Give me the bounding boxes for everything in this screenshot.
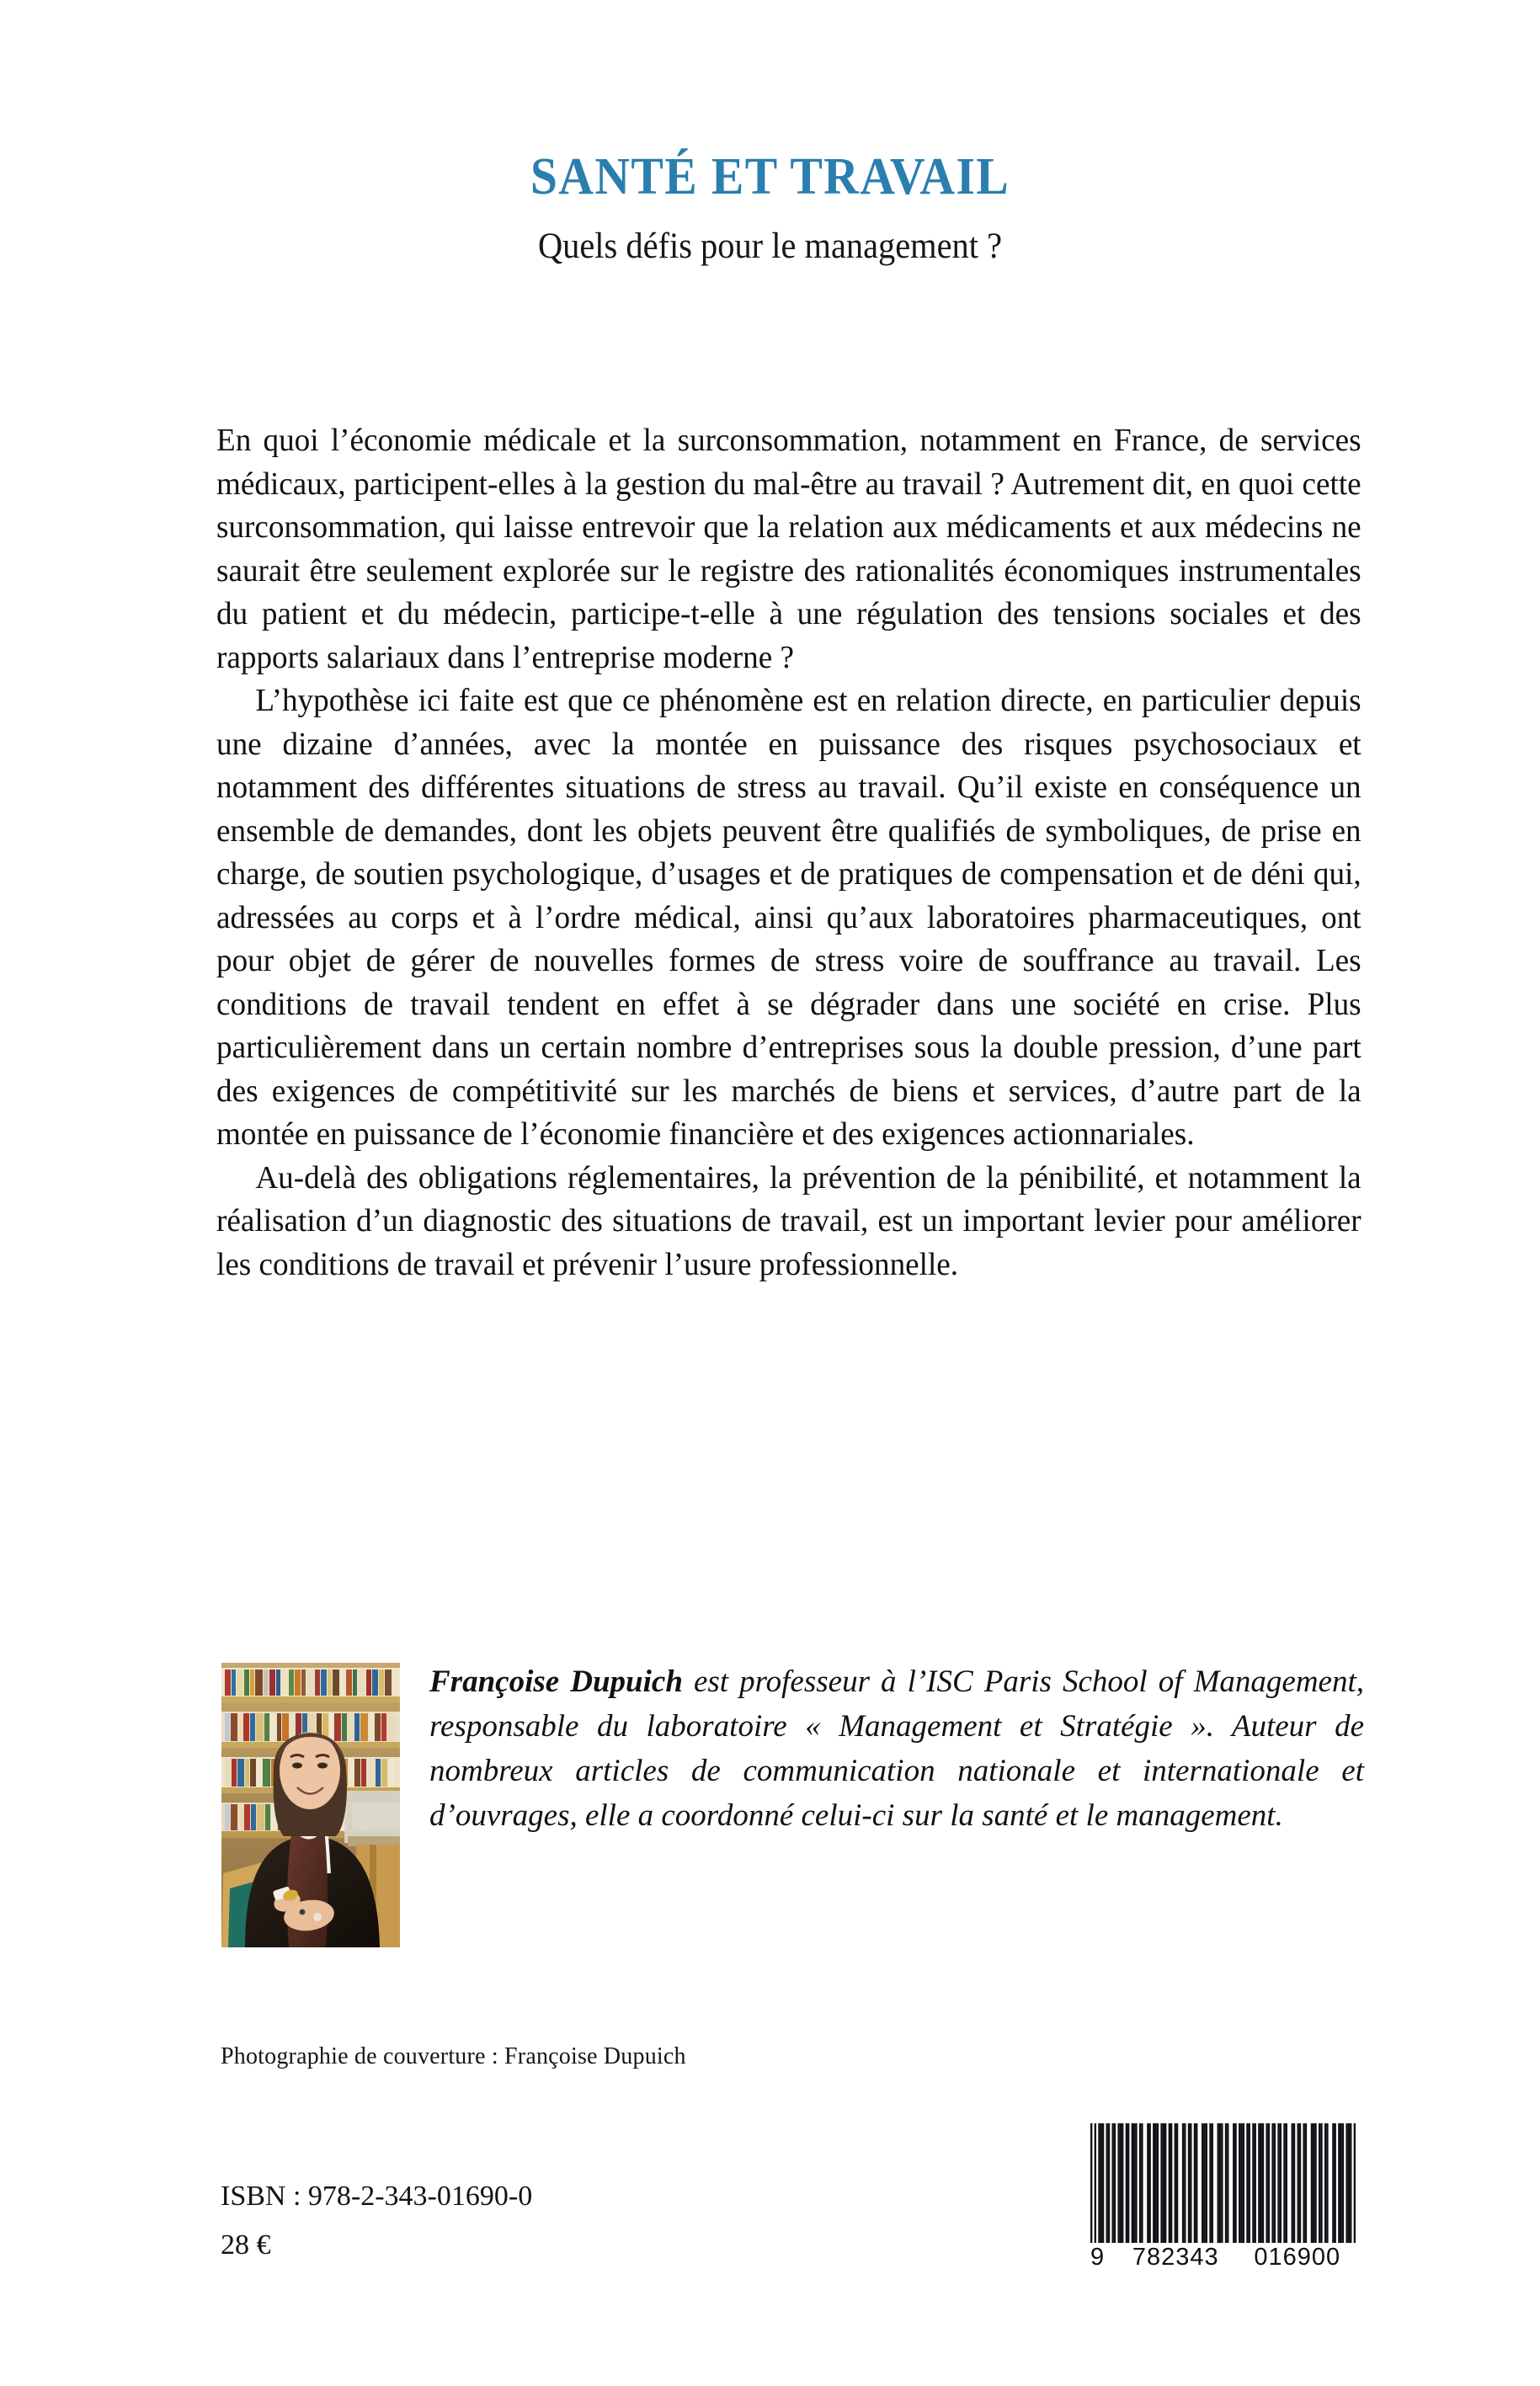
barcode-digit-group-2: 782343 [1132,2244,1219,2271]
blurb-paragraph-1: En quoi l’économie médicale et la surconsommation, notamment en France, de services médicaux, participent-elles à la gestion du mal-être au travail ? Autrement dit, en quoi cette surconsommation, qui laisse entrevoir que la relation aux médicaments et aux médecins ne saurait être seulement explorée sur le registre des rationalités économiques instrumentales du patient et du médecin, participe-t-elle à une régulation des tensions sociales et des rapports salariaux dans l’entreprise moderne ? [216,423,1361,675]
author-name: Françoise Dupuich [429,1664,683,1699]
barcode-bars [1090,2123,1356,2243]
barcode [1090,2123,1356,2271]
price-text: 28 € [221,2229,271,2261]
publication-block [221,2172,532,2270]
photo-credit: Photographie de couverture : Françoise Dupuich [221,2043,686,2069]
blurb-paragraph-2: L’hypothèse ici faite est que ce phénomène est en relation directe, en particulier depuis une dizaine d’années, avec la montée en puissance des risques psychosociaux et notamment des différentes situations de stress au travail. Qu’il existe en conséquence un ensemble de demandes, dont les objets peuvent être qualifiés de symboliques, de prise en charge, de soutien psychologique, d’usages et de pratiques de compensation et de déni qui, adressées au corps et à l’ordre médical, ainsi qu’aux laboratoires pharmaceutiques, ont pour objet de gérer de nouvelles formes de stress voire de souffrance au travail. Les conditions de travail tendent en effet à se dégrader dans une société en crise. Plus particulièrement dans un certain nombre d’entreprises sous la double pression, d’une part des exigences de compétitivité sur les marchés de biens et services, d’autre part de la montée en puissance de l’économie financière et des exigences actionnariales. [216,683,1361,1152]
page-title: SANTÉ ET TRAVAIL [530,148,1010,205]
barcode-digit-group-3: 016900 [1254,2244,1341,2271]
blurb-text [216,419,1361,1286]
barcode-digit-group-1: 9 [1090,2244,1106,2271]
page-subtitle: Quels défis pour le management ? [537,226,1003,267]
author-bio [429,1659,1364,1838]
title-block [0,150,1540,269]
barcode-digits [1090,2244,1356,2271]
author-portrait-image [221,1663,400,1947]
isbn-text: ISBN : 978-2-343-01690-0 [221,2181,533,2212]
blurb-paragraph-3: Au-delà des obligations réglementaires, la prévention de la pénibilité, et notamment la réalisation d’un diagnostic des situations de travail, est un important levier pour améliorer les conditions de travail et prévenir l’usure professionnelle. [216,1159,1361,1282]
author-photo [221,1663,400,1947]
author-bio-text: est professeur à l’ISC Paris School of Management, responsable du laboratoire « Management et Stratégie ». Auteur de nombreux articles de communication nationale et internationale et d’ouvrages, elle a coordonné celui-ci sur la santé et le management. [429,1664,1364,1833]
